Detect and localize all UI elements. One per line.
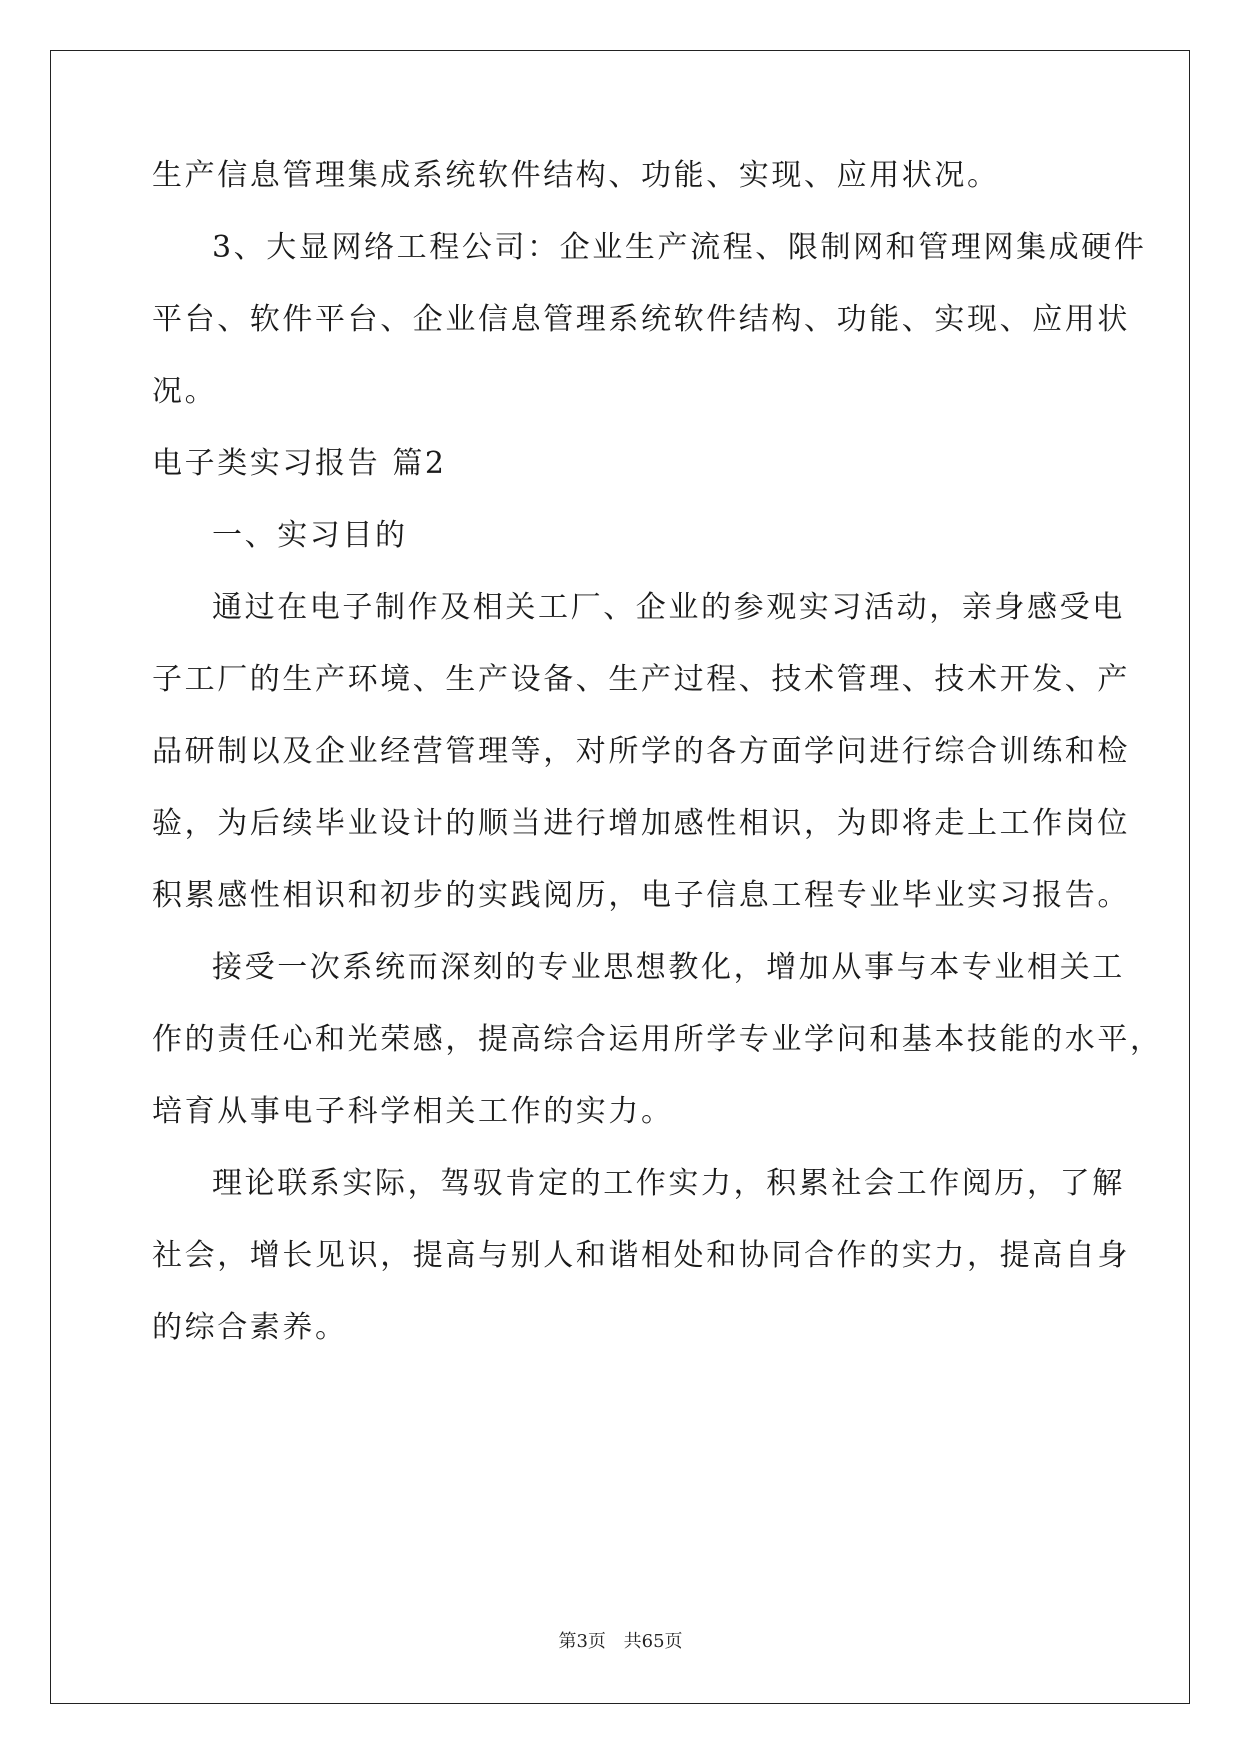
body-line: 作的责任心和光荣感，提高综合运用所学专业学问和基本技能的水平， [152,1022,1163,1057]
body-line: 社会，增长见识，提高与别人和谐相处和协同合作的实力，提高自身 [152,1238,1130,1273]
body-line: 理论联系实际，驾驭肯定的工作实力，积累社会工作阅历，了解 [212,1166,1125,1201]
body-line: 平台、软件平台、企业信息管理系统软件结构、功能、实现、应用状 [152,302,1130,337]
section-title: 电子类实习报告 篇2 [152,446,447,481]
body-line: 品研制以及企业经营管理等，对所学的各方面学问进行综合训练和检 [152,734,1130,769]
body-line: 积累感性相识和初步的实践阅历，电子信息工程专业毕业实习报告。 [152,878,1130,913]
subsection-heading: 一、实习目的 [212,518,408,553]
body-line: 通过在电子制作及相关工厂、企业的参观实习活动，亲身感受电 [212,590,1125,625]
body-line: 培育从事电子科学相关工作的实力。 [152,1094,674,1129]
body-line: 况。 [152,374,218,409]
body-line: 3、大显网络工程公司：企业生产流程、限制网和管理网集成硬件 [212,230,1147,265]
body-line: 验，为后续毕业设计的顺当进行增加感性相识，为即将走上工作岗位 [152,806,1130,841]
body-line: 的综合素养。 [152,1310,348,1345]
body-line: 接受一次系统而深刻的专业思想教化，增加从事与本专业相关工 [212,950,1125,985]
body-line: 子工厂的生产环境、生产设备、生产过程、技术管理、技术开发、产 [152,662,1130,697]
page-footer [0,1630,1241,1654]
page-number-current: 第3页 [558,1631,606,1652]
body-line: 生产信息管理集成系统软件结构、功能、实现、应用状况。 [152,158,1000,193]
page-number-total: 共65页 [623,1631,683,1652]
